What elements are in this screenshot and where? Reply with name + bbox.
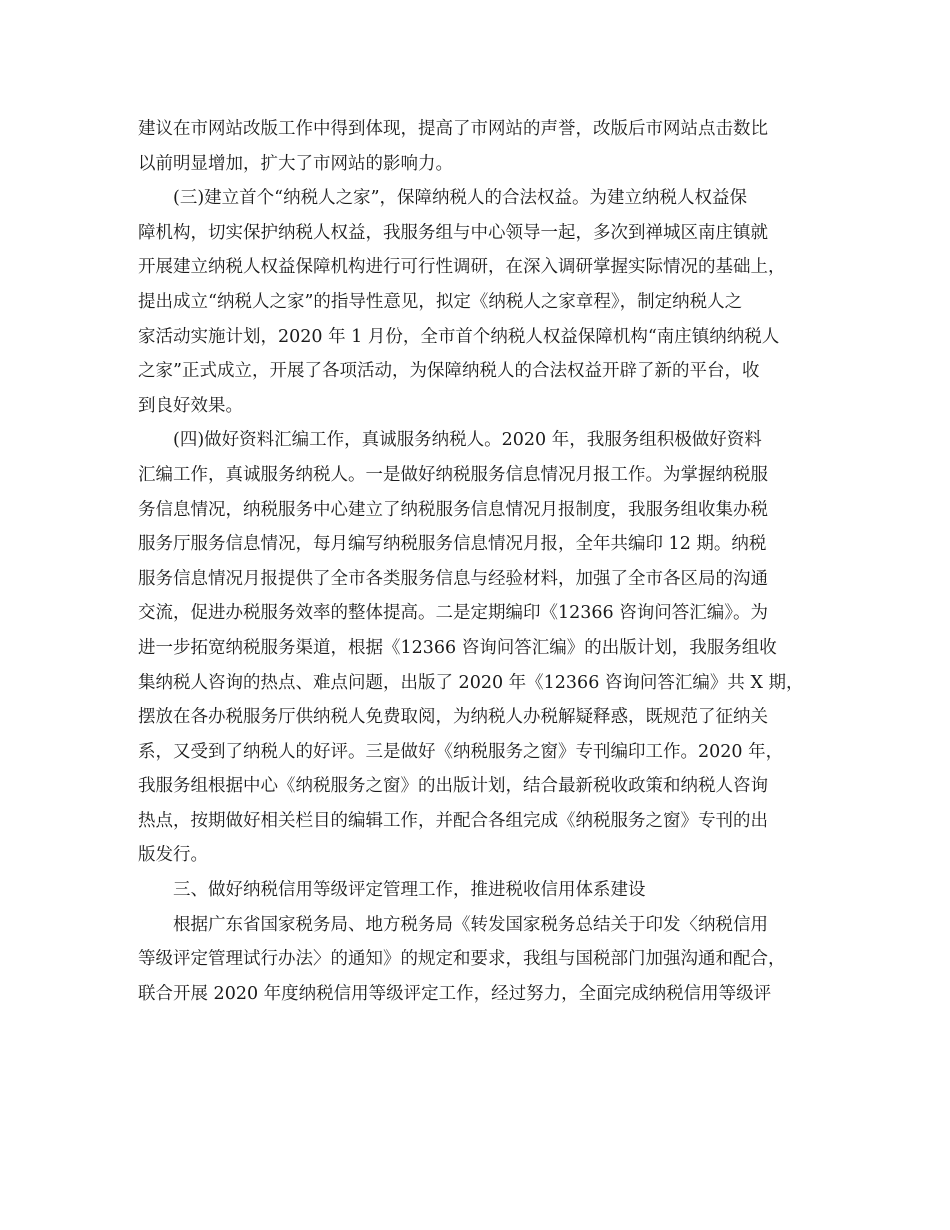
document-body	[138, 112, 818, 1011]
text-line: 我服务组根据中心《纳税服务之窗》的出版计划，结合最新税收政策和纳税人咨询	[138, 776, 768, 797]
text-line: (三)建立首个“纳税人之家”，保障纳税人的合法权益。为建立纳税人权益保	[173, 188, 748, 209]
text-line: 汇编工作，真诚服务纳税人。一是做好纳税服务信息情况月报工作。为掌握纳税服	[138, 464, 768, 485]
text-line: 三、做好纳税信用等级评定管理工作，推进税收信用体系建设	[173, 880, 646, 901]
text-line: 到良好效果。	[138, 395, 243, 416]
text-line: 交流，促进办税服务效率的整体提高。二是定期编印《12366 咨询问答汇编》。为	[138, 603, 768, 624]
text-line: 版发行。	[138, 845, 208, 866]
text-line: 进一步拓宽纳税服务渠道，根据《12366 咨询问答汇编》的出版计划，我服务组收	[138, 637, 777, 658]
text-line: 摆放在各办税服务厅供纳税人免费取阅，为纳税人办税解疑释惑，既规范了征纳关	[138, 707, 768, 728]
text-line: 服务厅服务信息情况，每月编写纳税服务信息情况月报，全年共编印 12 期。纳税	[138, 534, 767, 555]
text-line: 等级评定管理试行办法〉的通知》的规定和要求，我组与国税部门加强沟通和配合，	[138, 949, 786, 970]
text-line: 集纳税人咨询的热点、难点问题，出版了 2020 年《12366 咨询问答汇编》共 X 期，	[138, 672, 804, 693]
text-line: 务信息情况，纳税服务中心建立了纳税服务信息情况月报制度，我服务组收集办税	[138, 499, 768, 520]
text-line: 根据广东省国家税务局、地方税务局《转发国家税务总结关于印发〈纳税信用	[173, 914, 768, 935]
text-line: 联合开展 2020 年度纳税信用等级评定工作，经过努力，全面完成纳税信用等级评	[138, 983, 772, 1004]
text-line: 之家”正式成立，开展了各项活动，为保障纳税人的合法权益开辟了新的平台，收	[138, 361, 760, 382]
text-line: 家活动实施计划，2020 年 1 月份，全市首个纳税人权益保障机构“南庄镇纳纳税人	[138, 326, 780, 347]
text-line: 服务信息情况月报提供了全市各类服务信息与经验材料，加强了全市各区局的沟通	[138, 568, 768, 589]
text-line: 障机构，切实保护纳税人权益，我服务组与中心领导一起，多次到禅城区南庄镇就	[138, 222, 768, 243]
text-line: 以前明显增加，扩大了市网站的影响力。	[138, 153, 453, 174]
text-line: 系，又受到了纳税人的好评。三是做好《纳税服务之窗》专刊编印工作。2020 年，	[138, 741, 784, 762]
text-line: 建议在市网站改版工作中得到体现，提高了市网站的声誉，改版后市网站点击数比	[138, 119, 768, 139]
text-line: 热点，按期做好相关栏目的编辑工作，并配合各组完成《纳税服务之窗》专刊的出	[138, 810, 768, 831]
text-line: 提出成立“纳税人之家”的指导性意见，拟定《纳税人之家章程》，制定纳税人之	[138, 291, 743, 312]
text-line: (四)做好资料汇编工作，真诚服务纳税人。2020 年，我服务组积极做好资料	[173, 430, 762, 451]
text-line: 开展建立纳税人权益保障机构进行可行性调研，在深入调研掌握实际情况的基础上，	[138, 257, 786, 278]
